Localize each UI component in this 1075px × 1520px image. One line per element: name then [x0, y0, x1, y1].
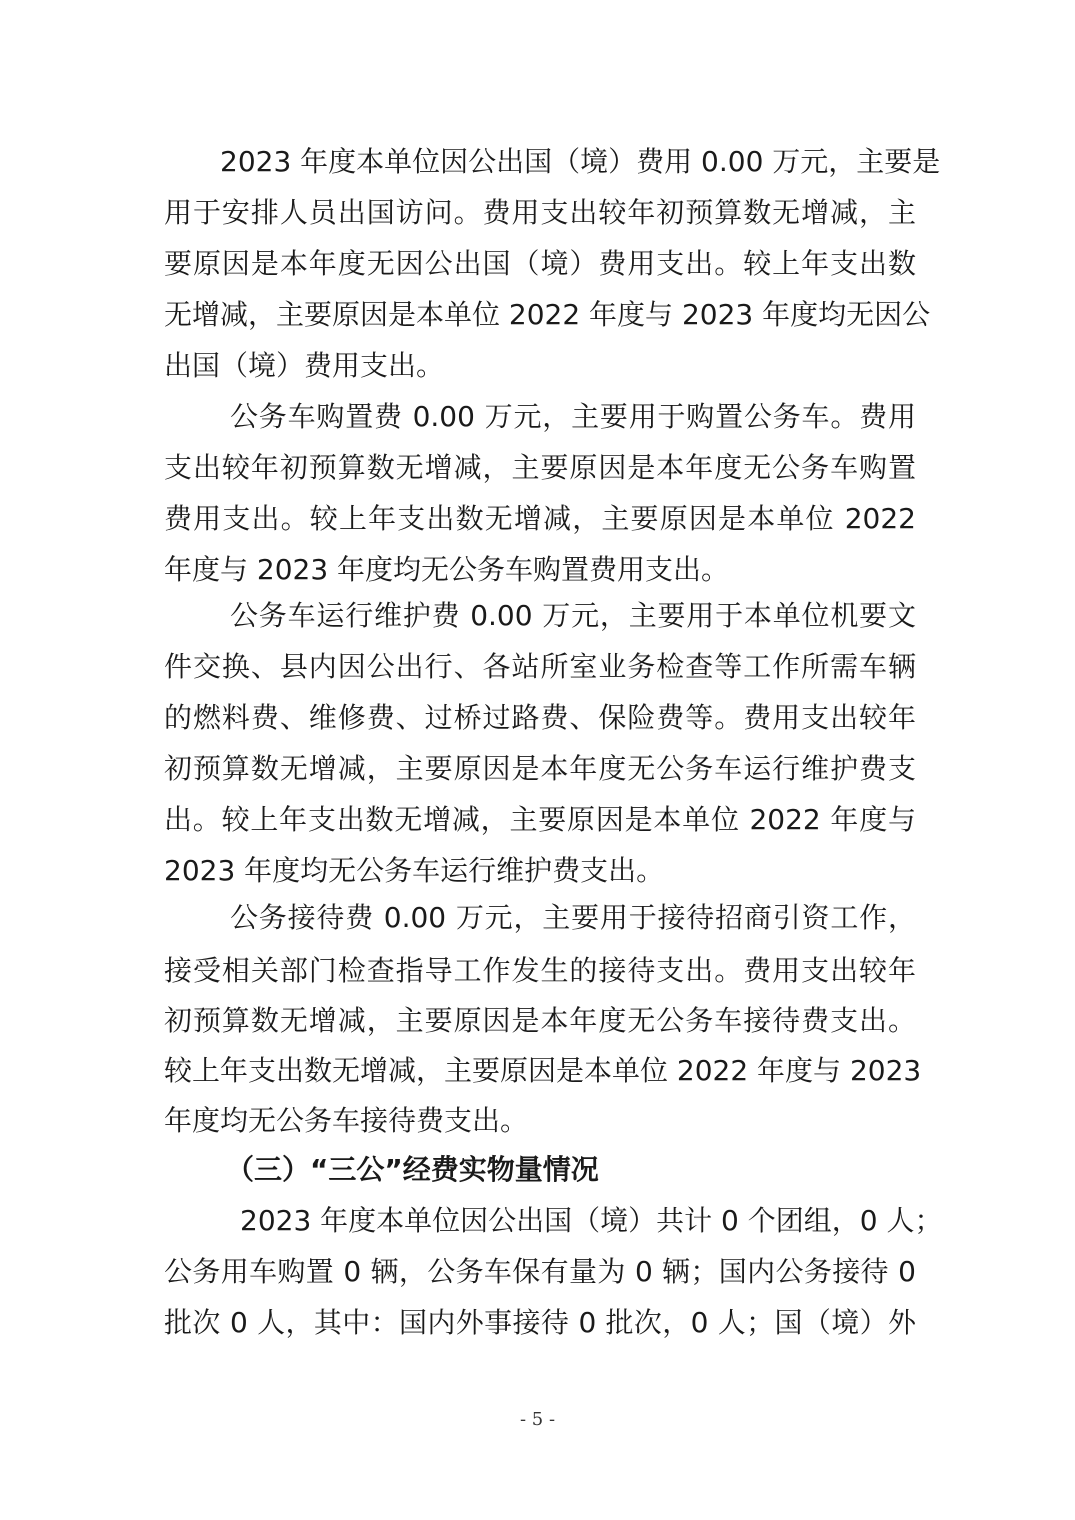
text-line: 公务车购置费 0.00 万元，主要用于购置公务车。费用: [230, 400, 916, 433]
text-line: 初预算数无增减，主要原因是本年度无公务车接待费支出。: [164, 1004, 916, 1037]
text-line: 2023 年度均无公务车运行维护费支出。: [164, 854, 665, 887]
text-line: 年度与 2023 年度均无公务车购置费用支出。: [164, 553, 730, 586]
text-line: 公务用车购置 0 辆，公务车保有量为 0 辆；国内公务接待 0: [164, 1255, 916, 1288]
text-line: 较上年支出数无增减，主要原因是本单位 2022 年度与 2023: [164, 1054, 922, 1087]
text-line: 年度均无公务车接待费支出。: [164, 1104, 529, 1137]
text-line: 2023 年度本单位因公出国（境）费用 0.00 万元，主要是: [220, 145, 941, 178]
text-line: 公务接待费 0.00 万元，主要用于接待招商引资工作，: [230, 901, 916, 934]
section-heading: （三）“三公”经费实物量情况: [226, 1153, 599, 1186]
text-line: 公务车运行维护费 0.00 万元，主要用于本单位机要文: [230, 599, 916, 632]
text-line: 接受相关部门检查指导工作发生的接待支出。费用支出较年: [164, 954, 916, 987]
text-line: 出国（境）费用支出。: [164, 349, 445, 382]
text-line: 费用支出。较上年支出数无增减，主要原因是本单位 2022: [164, 502, 916, 535]
text-line: 用于安排人员出国访问。费用支出较年初预算数无增减，主: [164, 196, 916, 229]
text-line: 件交换、县内因公出行、各站所室业务检查等工作所需车辆: [164, 650, 916, 683]
text-line: 支出较年初预算数无增减，主要原因是本年度无公务车购置: [164, 451, 916, 484]
text-line: 的燃料费、维修费、过桥过路费、保险费等。费用支出较年: [164, 701, 916, 734]
text-line: 无增减，主要原因是本单位 2022 年度与 2023 年度均无因公: [164, 298, 931, 331]
text-line: 出。较上年支出数无增减，主要原因是本单位 2022 年度与: [164, 803, 916, 836]
page-number: - 5 -: [519, 1409, 556, 1430]
text-line: 初预算数无增减，主要原因是本年度无公务车运行维护费支: [164, 752, 916, 785]
text-line: 批次 0 人，其中：国内外事接待 0 批次，0 人；国（境）外: [164, 1306, 916, 1339]
text-line: 要原因是本年度无因公出国（境）费用支出。较上年支出数: [164, 247, 916, 280]
text-line: 2023 年度本单位因公出国（境）共计 0 个团组，0 人；: [240, 1204, 943, 1237]
